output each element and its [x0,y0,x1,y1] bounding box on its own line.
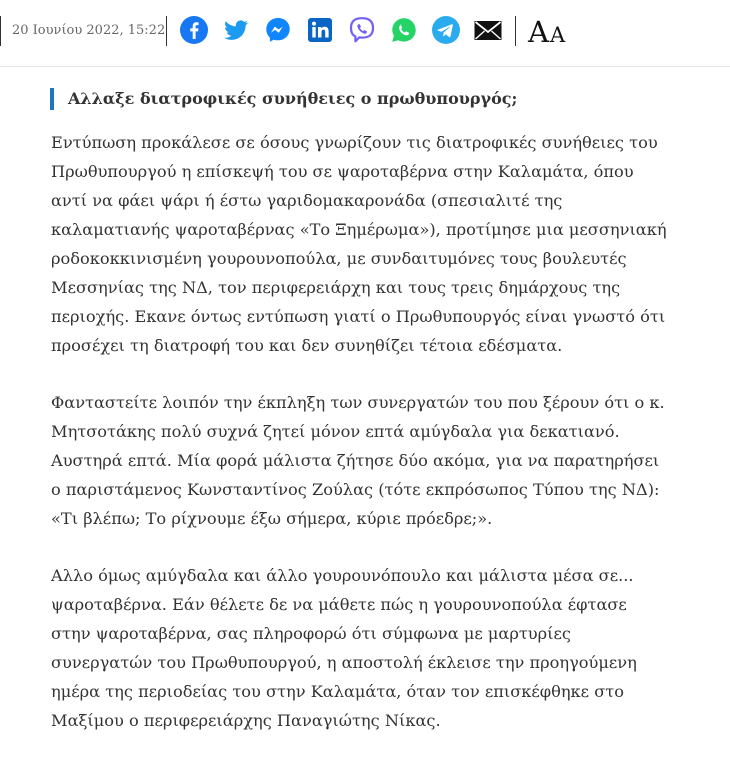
publish-date: 20 Ιουνίου 2022, 15:22 [12,23,166,38]
share-twitter-button[interactable] [221,15,251,45]
email-icon [473,15,503,45]
separator [515,16,516,46]
article-paragraph: Αλλο όμως αμύγδαλα και άλλο γουρουνόπουλο και μάλιστα μέσα σε... ψαροταβέρνα. Εάν θέλετε δε να μάθετε πώς η γουρουνοπούλα έφτασε στην ψαροταβέρνα, σας πληροφορώ ότι σύμφωνα με μαρτυρίες συνεργατών του Πρωθυπουργού, η αποστολή έκλεισε την προηγούμενη ημέρα της περιοδείας του στην Καλαμάτα, όταν τον επισκέφθηκε στο Μαξίμου ο περιφερειάρχης Παναγιώτης Νίκας. [51,566,637,730]
messenger-icon [263,15,293,45]
decrease-font-button[interactable]: A [549,23,566,47]
article-toolbar [0,0,730,67]
article-body [51,128,671,763]
share-whatsapp-button[interactable] [389,15,419,45]
font-size-controls [528,16,565,48]
share-linkedin-button[interactable] [305,15,335,45]
separator [0,16,1,46]
telegram-icon [431,15,461,45]
share-messenger-button[interactable] [263,15,293,45]
article-paragraph: Εντύπωση προκάλεσε σε όσους γνωρίζουν τις διατροφικές συνήθειες του Πρωθυπουργού η επίσκεψή του σε ψαροταβέρνα στην Καλαμάτα, όπου αντί να φάει ψάρι ή έστω γαριδομακαρονάδα (σπεσιαλιτέ της καλαματιανής ψαροταβέρνας «Το Ξημέρωμα»), προτίμησε μια μεσσηνιακή ροδοκοκκινισμένη γουρουνοπούλα, με συνδαιτυμόνες τους βουλευτές Μεσσηνίας της ΝΔ, τον περιφερειάρχη και τους τρεις δημάρχους της περιοχής. Εκανε όντως εντύπωση γιατί ο Πρωθυπουργός είναι γνωστό ότι προσέχει τη διατροφή του και δεν συνηθίζει τέτοια εδέσματα. [51,133,667,355]
viber-icon [347,15,377,45]
article-paragraph: Φανταστείτε λοιπόν την έκπληξη των συνεργατών του που ξέρουν ότι ο κ. Μητσοτάκης πολύ συχνά ζητεί μόνον επτά αμύγδαλα για δεκατιανό. Αυστηρά επτά. Μία φορά μάλιστα ζήτησε δύο ακόμα, για να παρατηρήσει ο παριστάμενος Κωνσταντίνος Ζούλας (τότε εκπρόσωπος Τύπου της ΝΔ): «Τι βλέπω; Το ρίχνουμε έξω σήμερα, κύριε πρόεδρε;». [51,393,665,528]
facebook-icon [179,15,209,45]
linkedin-icon [305,15,335,45]
increase-font-button[interactable]: A [528,15,549,49]
whatsapp-icon [389,15,419,45]
share-facebook-button[interactable] [179,15,209,45]
share-viber-button[interactable] [347,15,377,45]
share-email-button[interactable] [473,15,503,45]
share-telegram-button[interactable] [431,15,461,45]
article-subheading: Αλλαξε διατροφικές συνήθειες ο πρωθυπουργός; [50,88,517,110]
separator [166,16,167,46]
twitter-icon [221,15,251,45]
